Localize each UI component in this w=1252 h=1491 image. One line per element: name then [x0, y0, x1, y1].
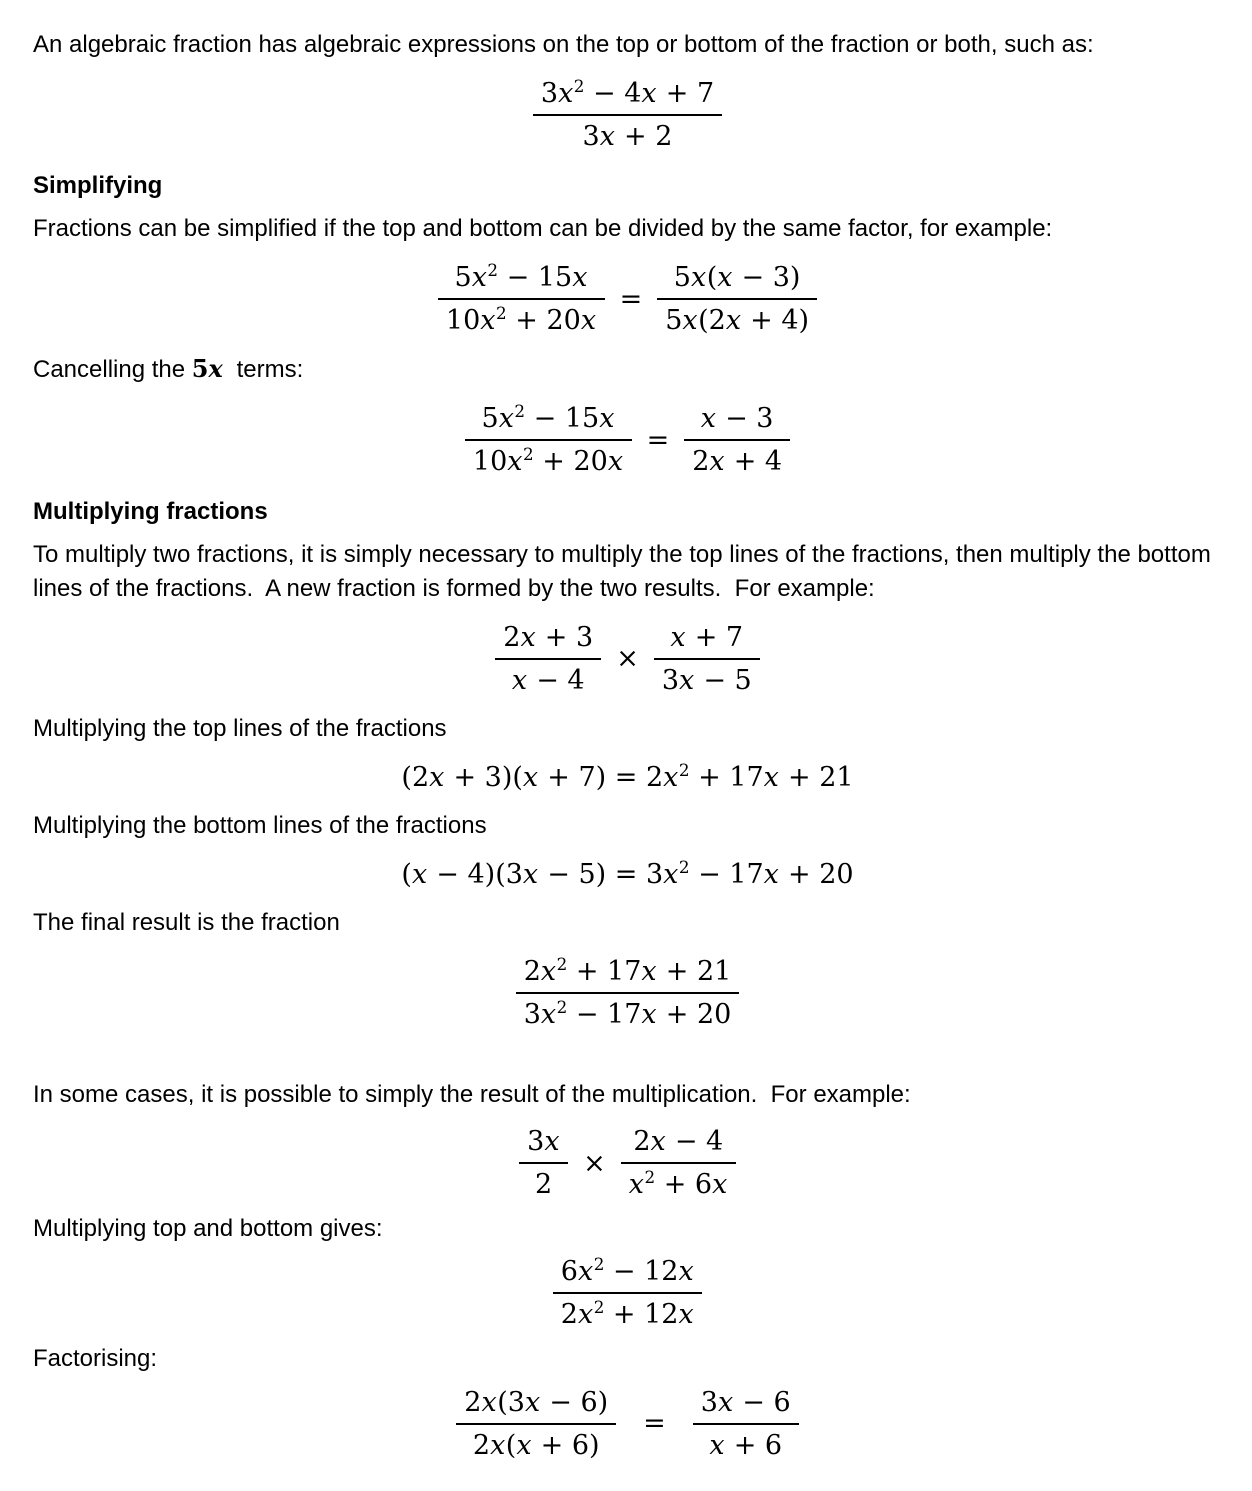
fraction-numerator: $6x^2 - 12x$ — [553, 1256, 702, 1294]
intro-paragraph: An algebraic fraction has algebraic expressions on the top or bottom of the fraction or both, such as: — [33, 31, 1094, 58]
fraction-numerator: x − 3 — [684, 403, 790, 441]
simplifying-paragraph: Fractions can be simplified if the top and bottom can be divided by the same factor, for example: — [33, 215, 1053, 243]
multiply-example-equation — [33, 622, 1222, 696]
multiplication-sign: × — [583, 1147, 606, 1179]
fraction — [495, 622, 601, 696]
fraction — [553, 1256, 702, 1330]
factorised-equation — [33, 1387, 1222, 1461]
simplify-result-paragraph: In some cases, it is possible to simply the result of the multiplication. For example: — [33, 1081, 911, 1109]
fraction-denominator: $x^2 + 6x$ — [628, 1167, 728, 1201]
factorising-paragraph: Factorising: — [33, 1345, 158, 1373]
multiply-top-bottom-paragraph: Multiplying top and bottom gives: — [33, 1215, 383, 1243]
bottom-lines-equation — [33, 856, 1222, 890]
equals-sign: = — [619, 283, 643, 315]
fraction-denominator: x + 6 — [709, 1429, 783, 1461]
fraction — [657, 262, 817, 336]
fraction — [621, 1126, 736, 1200]
fraction-numerator: $5x^2 - 15x$ — [438, 262, 605, 300]
fraction — [519, 1126, 568, 1200]
top-lines-equation — [33, 759, 1222, 793]
example-fraction — [33, 78, 1222, 152]
fraction — [438, 262, 605, 336]
heading-simplifying: Simplifying — [33, 172, 163, 200]
top-lines-paragraph: Multiplying the top lines of the fractions — [33, 714, 447, 742]
second-example-equation — [33, 1126, 1222, 1200]
fraction-denominator: $10x^2 + 20x$ — [472, 444, 624, 478]
bottom-lines-paragraph: Multiplying the bottom lines of the fractions — [33, 811, 487, 839]
fraction — [456, 1387, 616, 1461]
fraction-denominator: 2x + 4 — [692, 446, 783, 478]
fraction-numerator: 2x + 3 — [495, 622, 601, 660]
fraction-numerator: 3x — [519, 1126, 568, 1164]
cancelling-paragraph — [33, 352, 1222, 387]
fraction-numerator: x + 7 — [654, 622, 760, 660]
fraction-numerator: 2x(3x − 6) — [456, 1387, 616, 1425]
fraction-numerator: 3x − 6 — [693, 1387, 799, 1425]
fraction-denominator: 3x + 2 — [582, 121, 673, 153]
fraction-denominator: $10x^2 + 20x$ — [445, 303, 597, 337]
math-expression: $(x - 4)(3x - 5) = 3x^2 - 17x + 20$ — [401, 856, 854, 890]
fraction — [684, 403, 790, 477]
heading-multiplying-fractions: Multiplying fractions — [33, 497, 268, 525]
equals-sign: = — [646, 424, 670, 456]
multiplication-sign: × — [616, 643, 639, 675]
inline-math-term: 5x — [191, 354, 224, 384]
fraction-denominator: 5x(2x + 4) — [665, 305, 810, 337]
simplify-equation — [33, 262, 1222, 336]
fraction-numerator: $5x^2 - 15x$ — [465, 403, 632, 441]
fraction-denominator: 3x − 5 — [661, 664, 752, 696]
text-span: terms: — [223, 356, 304, 384]
fraction-denominator: $3x^2 - 17x + 20$ — [523, 997, 732, 1031]
fraction-denominator: 2 — [535, 1169, 553, 1201]
equals-sign: = — [643, 1408, 666, 1440]
multiplied-fraction — [33, 1256, 1222, 1330]
fraction-denominator: x − 4 — [511, 664, 585, 696]
final-result-paragraph: The final result is the fraction — [33, 908, 340, 936]
fraction-numerator: $2x^2 + 17x + 21$ — [516, 956, 740, 994]
fraction-denominator: 2x(x + 6) — [472, 1429, 600, 1461]
fraction — [516, 956, 740, 1030]
final-result-fraction — [33, 956, 1222, 1030]
text-span: Cancelling the — [33, 356, 192, 384]
fraction — [465, 403, 632, 477]
fraction-numerator: 2x − 4 — [621, 1126, 736, 1164]
fraction-numerator: $3x^2 - 4x + 7$ — [533, 78, 722, 116]
fraction — [533, 78, 722, 152]
multiplying-paragraph: To multiply two fractions, it is simply necessary to multiply the top lines of the fractions, then multiply the bottom lines of the fractions. A new fraction is formed by the two results. For example: — [33, 540, 1218, 602]
fraction-numerator: 5x(x − 3) — [657, 262, 817, 300]
fraction — [693, 1387, 799, 1461]
cancelled-equation — [33, 403, 1222, 477]
fraction-denominator: $2x^2 + 12x$ — [560, 1297, 695, 1331]
math-expression: $(2x + 3)(x + 7) = 2x^2 + 17x + 21$ — [401, 759, 854, 793]
fraction — [654, 622, 760, 696]
